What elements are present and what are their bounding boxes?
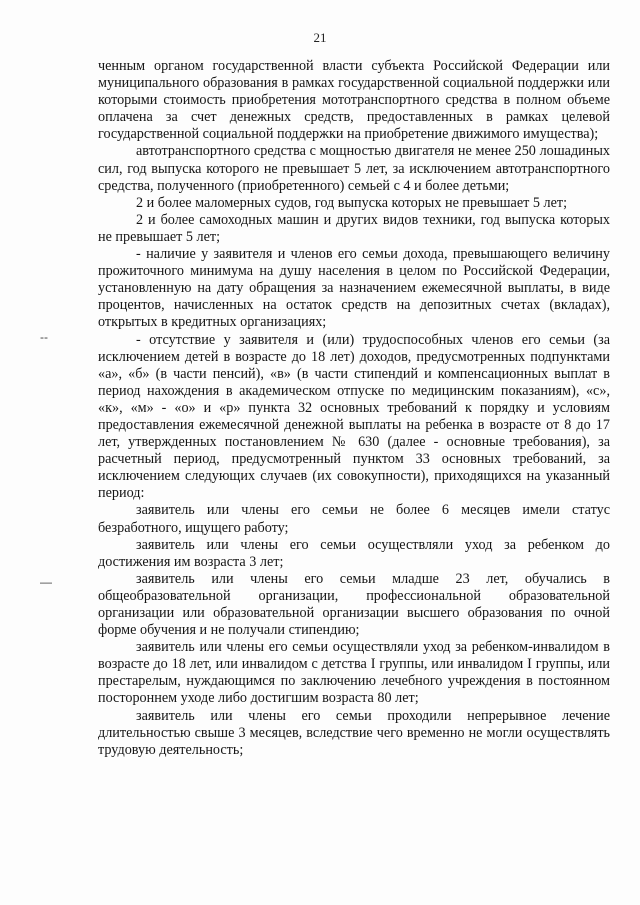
paragraph: ченным органом государственной власти субъекта Российской Федерации или муниципального образования в рамках государственной социальной поддержки или которыми стоимость приобретения мототранспортного средства в полном объеме оплачена за счет денежных средств, предоставленных в рамках целевой государственной социальной поддержки на приобретение движимого имущества); — [98, 58, 610, 143]
margin-mark: — — [40, 575, 52, 589]
paragraph: заявитель или члены его семьи осуществляли уход за ребенком до достижения им возраста 3 лет; — [98, 536, 610, 570]
body-text — [98, 58, 610, 759]
paragraph: автотранспортного средства с мощностью двигателя не менее 250 лошадиных сил, год выпуска которого не превышает 5 лет, за исключением автотранспортного средства, полученного (приобретенного) семьей с 4 и более детьми; — [98, 143, 610, 194]
paragraph: 2 и более самоходных машин и других видов техники, год выпуска которых не превышает 5 лет; — [98, 211, 610, 245]
paragraph: заявитель или члены его семьи младше 23 лет, обучались в общеобразовательной организации, профессиональной образовательной организации или образовательной организации высшего образования по очной форме обучения и не получали стипендию; — [98, 570, 610, 639]
paragraph: заявитель или члены его семьи не более 6 месяцев имели статус безработного, ищущего работу; — [98, 502, 610, 536]
paragraph: - отсутствие у заявителя и (или) трудоспособных членов его семьи (за исключением детей в возрасте до 18 лет) доходов, предусмотренных подпунктами «а», «б» (в части пенсий), «в» (в части стипендий и компенсационных выплат в период нахождения в академическом отпуске по медицинским показаниям), «с», «к», «м» - «о» и «р» пункта 32 основных требований к порядку и условиям предоставления ежемесячной денежной выплаты на ребенка в возрасте от 8 до 17 лет, утвержденных постановлением № 630 (далее - основные требования), за расчетный период, предусмотренный пунктом 33 основных требований, за исключением следующих случаев (их совокупности), приходящихся на указанный период: — [98, 331, 610, 502]
paragraph: заявитель или члены его семьи проходили непрерывное лечение длительностью свыше 3 месяцев, вследствие чего временно не могли осуществлять трудовую деятельность; — [98, 707, 610, 758]
page-number: 21 — [313, 30, 327, 45]
paragraph: заявитель или члены его семьи осуществляли уход за ребенком-инвалидом в возрасте до 18 лет, или инвалидом с детства I группы, или инвалидом I группы, или престарелым, нуждающимся по заключению лечебного учреждения в постоянном постороннем уходе либо достигшим возраста 80 лет; — [98, 639, 610, 707]
paragraph: 2 и более маломерных судов, год выпуска которых не превышает 5 лет; — [136, 194, 568, 211]
margin-mark: -- — [40, 330, 48, 344]
paragraph: - наличие у заявителя и членов его семьи дохода, превышающего величину прожиточного минимума на душу населения в целом по Российской Федерации, установленную на дату обращения за назначением ежемесячной выплаты, в виде процентов, начисленных на остаток средств на депозитных счетах (вкладах), открытых в кредитных организациях; — [98, 246, 610, 331]
